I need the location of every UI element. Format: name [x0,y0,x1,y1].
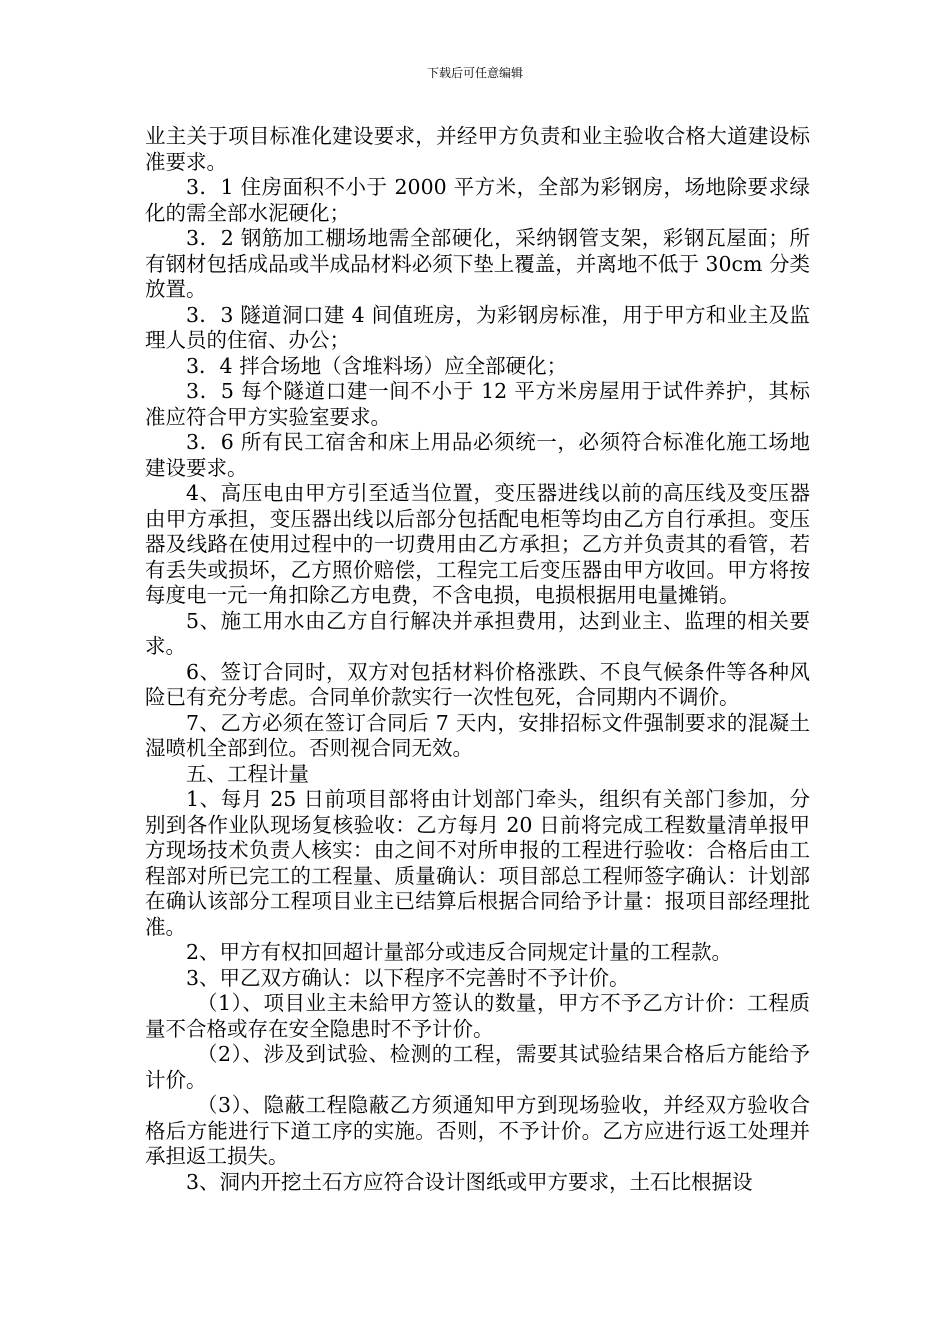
paragraph: 5、施工用水由乙方自行解决并承担费用，达到业主、监理的相关要求。 [145,608,810,658]
paragraph: 3．3 隧道洞口建 4 间值班房，为彩钢房标准，用于甲方和业主及监理人员的住宿、办公； [145,302,810,352]
paragraph: 2、甲方有权扣回超计量部分或违反合同规定计量的工程款。 [186,940,733,964]
paragraph: 1、每月 25 日前项目部将由计划部门牵头，组织有关部门参加，分别到各作业队现场复核验收：乙方每月 20 日前将完成工程数量清单报甲方现场技术负责人核实：由之间不对所申报的工程进行验收：合格后由工程部对所已完工的工程量、质量确认：项目部总工程师签字确认：计划部在确认该部分工程项目业主已结算后根据合同给予计量：报项目部经理批准。 [145,787,810,939]
paragraph: 3．4 拌合场地（含堆料场）应全部硬化； [186,353,568,378]
paragraph: 6、签订合同时，双方对包括材料价格涨跌、不良气候条件等各种风险已有充分考虑。合同单价款实行一次性包死，合同期内不调价。 [145,659,810,709]
paragraph: 3．5 每个隧道口建一间不小于 12 平方米房屋用于试件养护，其标准应符合甲方实验室要求。 [145,379,810,429]
paragraph: 3．6 所有民工宿舍和床上用品必须统一，必须符合标准化施工场地建设要求。 [145,430,810,480]
paragraph: 3、甲乙双方确认：以下程序不完善时不予计价。 [186,965,630,990]
paragraph: 7、乙方必须在签订合同后 7 天内，安排招标文件强制要求的混凝土湿喷机全部到位。否则视合同无效。 [145,710,810,760]
page-header: 下载后可任意编辑 [426,66,523,80]
paragraph: （3）、隐蔽工程隐蔽乙方须通知甲方到现场验收，并经双方验收合格后方能进行下道工序的实施。否则，不予计价。乙方应进行返工处理并承担返工损失。 [145,1093,810,1168]
paragraph: 4、高压电由甲方引至适当位置，变压器进线以前的高压线及变压器由甲方承担，变压器出线以后部分包括配电柜等均由乙方自行承担。变压器及线路在使用过程中的一切费用由乙方承担；乙方并负责其的看管，若有丢失或损坏，乙方照价赔偿，工程完工后变压器由甲方收回。甲方将按每度电一元一角扣除乙方电费，不含电损，电损根据用电量摊销。 [145,481,810,607]
paragraph: （1）、项目业主未給甲方签认的数量，甲方不予乙方计价：工程质量不合格或存在安全隐患时不予计价。 [145,991,810,1041]
paragraph: （2）、涉及到试验、检测的工程，需要其试验结果合格后方能给予计价。 [145,1042,810,1092]
paragraph: 3．1 住房面积不小于 2000 平方米，全部为彩钢房，场地除要求绿化的需全部水泥硬化； [145,175,810,225]
document-body [145,124,810,1195]
paragraph: 业主关于项目标准化建设要求，并经甲方负责和业主验收合格大道建设标准要求。 [145,124,810,174]
paragraph: 3．2 钢筋加工棚场地需全部硬化，采纳钢管支架，彩钢瓦屋面；所有钢材包括成品或半成品材料必须下垫上覆盖，并离地不低于 30cm 分类放置。 [145,226,810,301]
paragraph: 3、洞内开挖土石方应符合设计图纸或甲方要求，土石比根据设 [186,1169,753,1194]
section-heading: 五、工程计量 [186,761,309,786]
